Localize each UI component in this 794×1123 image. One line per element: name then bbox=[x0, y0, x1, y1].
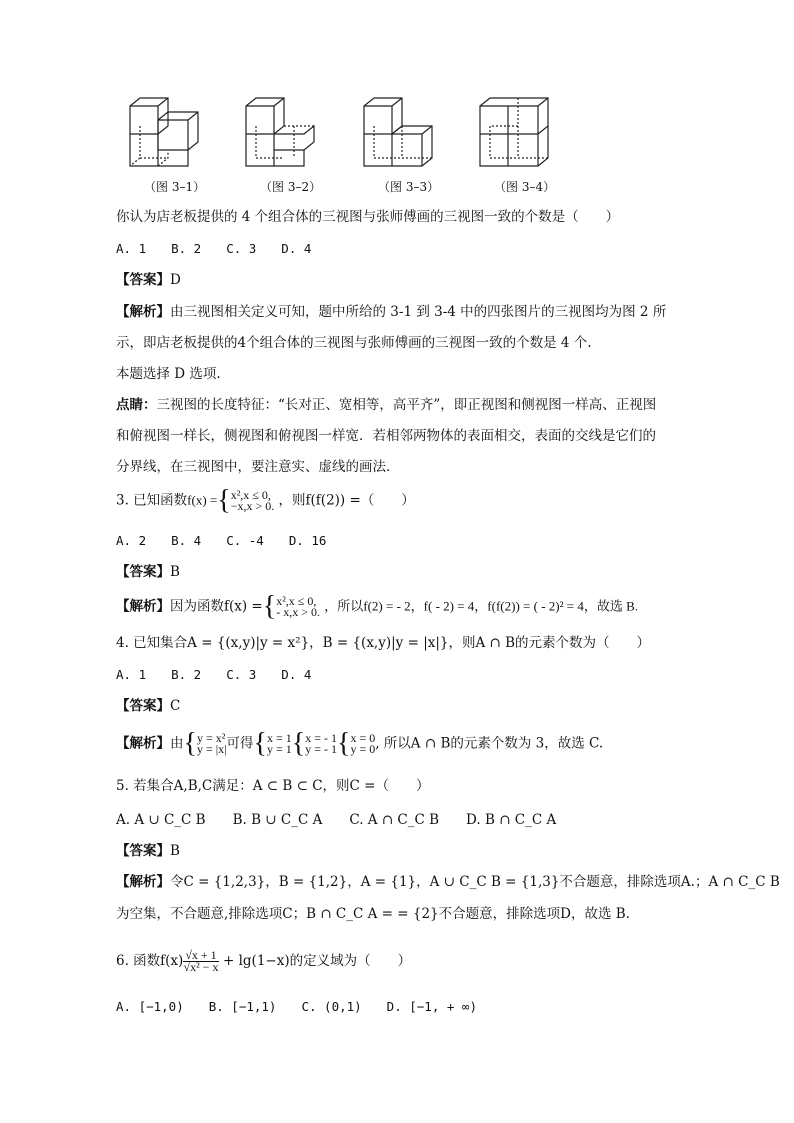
solution-3 bbox=[350, 733, 375, 755]
answer-value: B bbox=[170, 564, 180, 580]
solution-2 bbox=[305, 733, 337, 755]
q2-analysis-2: 示，即店老板提供的4个组合体的三视图与张师傅画的三视图一致的个数是 4 个. bbox=[116, 335, 592, 351]
brace: { bbox=[336, 728, 351, 759]
analysis-text: 令C = {1,2,3}，B = {1,2}，A = {1}，A ∪ C_C B = {1,3}不合题意，排除选项A.；A ∩ C_C B bbox=[170, 874, 780, 890]
q4-analysis bbox=[116, 728, 604, 759]
sol-x: x = 0 bbox=[350, 731, 376, 745]
figure-caption-2: （图 3–2） bbox=[260, 180, 322, 194]
brace: { bbox=[262, 591, 277, 622]
figure-3-1 bbox=[128, 96, 204, 174]
brace: { bbox=[217, 485, 231, 516]
solution-1 bbox=[267, 733, 292, 755]
analysis-label: 【解析】 bbox=[116, 304, 170, 320]
q5-analysis-1 bbox=[116, 873, 780, 891]
q2-answer bbox=[116, 271, 181, 289]
answer-label: 【答案】 bbox=[116, 698, 170, 714]
q6-fraction bbox=[183, 950, 218, 973]
sol-x: x = 1 bbox=[266, 731, 292, 745]
figure-caption-3: （图 3–3） bbox=[378, 180, 440, 194]
q3-options: A. 2 B. 4 C. -4 D. 16 bbox=[116, 533, 327, 548]
brace: { bbox=[291, 728, 306, 759]
analysis-label: 【解析】 bbox=[116, 598, 170, 615]
eq-1: y = x² bbox=[196, 731, 226, 745]
answer-value: B bbox=[170, 843, 180, 859]
figure-caption-4: （图 3–4） bbox=[494, 180, 556, 194]
q2-note-3: 分界线，在三视图中，要注意实、虚线的画法． bbox=[116, 459, 400, 475]
q3-answer bbox=[116, 563, 180, 581]
q5-options: A. A ∪ C_C B B. B ∪ C_C A C. A ∩ C_C B D. B ∩ C_C A bbox=[116, 812, 557, 828]
q2-note-2: 和俯视图一样长，侧视图和俯视图一样宽．若相邻两物体的表面相交，表面的交线是它们的 bbox=[116, 428, 656, 444]
q3-question bbox=[116, 485, 415, 516]
sol-x: x = - 1 bbox=[305, 731, 337, 745]
q6-pre: 6. 函数f(x) bbox=[116, 953, 184, 969]
q4-question: 4. 已知集合A = {(x,y)|y = x²}，B = {(x,y)|y = |x|}，则A ∩ B的元素个数为（ ） bbox=[116, 635, 651, 651]
q6-tail: + lg(1−x)的定义域为（ ） bbox=[222, 953, 412, 969]
q5-question: 5. 若集合A,B,C满足：A ⊂ B ⊂ C，则C =（ ） bbox=[116, 778, 430, 794]
analysis-label: 【解析】 bbox=[116, 735, 170, 752]
case-2: −x,x > 0. bbox=[230, 499, 275, 513]
answer-value: D bbox=[170, 272, 181, 288]
q2-options: A. 1 B. 2 C. 3 D. 4 bbox=[116, 241, 312, 256]
figure-3-3 bbox=[362, 96, 438, 174]
analysis-label: 【解析】 bbox=[116, 874, 170, 890]
system bbox=[197, 733, 227, 755]
q2-question: 你认为店老板提供的 4 个组合体的三视图与张师傅画的三视图一致的个数是（ ） bbox=[116, 209, 620, 225]
case-1: x²,x ≤ 0, bbox=[276, 594, 317, 608]
q6-options: A. [−1,0) B. [−1,1) C. (0,1) D. [−1, + ∞) bbox=[116, 999, 477, 1014]
q3-cases bbox=[231, 490, 275, 512]
brace: { bbox=[253, 728, 267, 759]
figure-caption-1: （图 3–1） bbox=[144, 180, 206, 194]
q5-answer bbox=[116, 842, 180, 860]
analysis-pre: 因为函数f(x) = bbox=[170, 598, 263, 615]
sol-y: y = 0 bbox=[350, 742, 376, 756]
answer-label: 【答案】 bbox=[116, 272, 170, 288]
brace: { bbox=[183, 728, 197, 759]
q4-options: A. 1 B. 2 C. 3 D. 4 bbox=[116, 667, 312, 682]
case-1: x²,x ≤ 0, bbox=[230, 488, 271, 502]
answer-label: 【答案】 bbox=[116, 843, 170, 859]
q3-func: f(x) = bbox=[187, 492, 218, 508]
note-label: 点睛： bbox=[116, 397, 157, 413]
analysis-tail: , 所以A ∩ B的元素个数为 3，故选 C. bbox=[375, 735, 604, 752]
eq-2: y = |x| bbox=[196, 742, 227, 756]
figure-3-2 bbox=[244, 96, 320, 174]
denominator: √x² − x bbox=[183, 960, 219, 974]
answer-value: C bbox=[170, 698, 181, 714]
q2-note-1 bbox=[116, 396, 656, 414]
figure-3-4 bbox=[478, 96, 554, 174]
analysis-mid: 可得 bbox=[226, 735, 254, 752]
numerator: √x + 1 bbox=[185, 948, 217, 962]
q3-tail: ，则f(f(2)) =（ ） bbox=[278, 492, 415, 509]
q5-analysis-2: 为空集，不合题意,排除选项C；B ∩ C_C A = = {2}不合题意，排除选项D，故选 B. bbox=[116, 906, 630, 922]
note-text: 三视图的长度特征：“长对正、宽相等，高平齐”，即正视图和侧视图一样高、正视图 bbox=[156, 397, 657, 413]
analysis-tail: ，所以f(2) = - 2，f( - 2) = 4，f(f(2)) = ( - 2)² = 4，故选 B. bbox=[324, 598, 639, 614]
case-2: - x,x > 0. bbox=[276, 605, 320, 619]
analysis-cases bbox=[276, 596, 320, 618]
q3-number: 3. 已知函数 bbox=[116, 492, 188, 509]
analysis-pre: 由 bbox=[170, 735, 184, 752]
q2-analysis-1 bbox=[116, 303, 666, 321]
q4-answer bbox=[116, 697, 180, 715]
sol-y: y = - 1 bbox=[305, 742, 337, 756]
q6-question bbox=[116, 950, 411, 973]
q3-analysis bbox=[116, 591, 639, 622]
answer-label: 【答案】 bbox=[116, 564, 170, 580]
sol-y: y = 1 bbox=[266, 742, 292, 756]
analysis-text: 由三视图相关定义可知，题中所给的 3-1 到 3-4 中的四张图片的三视图均为图 2 所 bbox=[170, 304, 667, 320]
q2-analysis-3: 本题选择 D 选项. bbox=[116, 366, 221, 382]
